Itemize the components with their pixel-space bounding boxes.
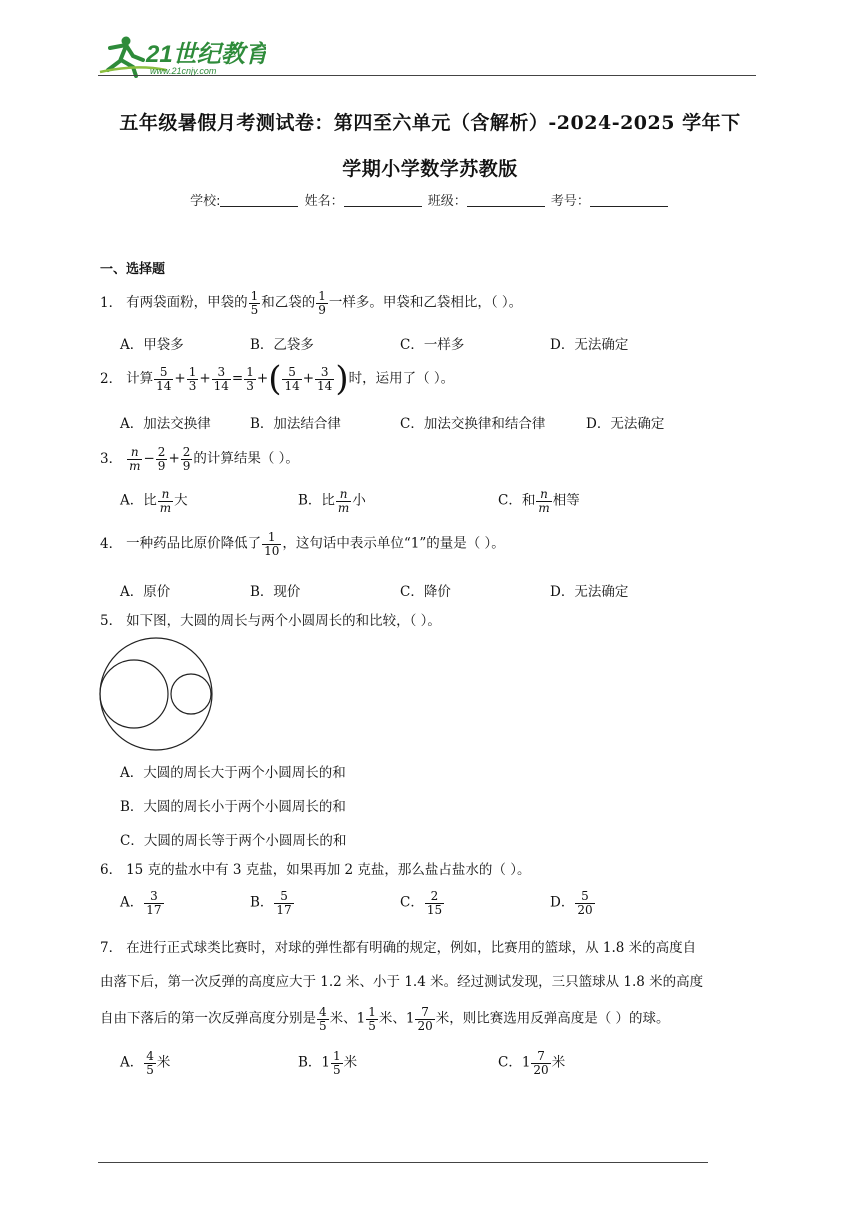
page-title-line1: 五年级暑假月考测试卷：第四至六单元（含解析）-2024-2025 学年下 (119, 112, 741, 134)
number-blank[interactable] (590, 195, 668, 207)
question-number: 3． (100, 450, 123, 467)
q1-option-a[interactable]: A．甲袋多 (120, 337, 184, 353)
fraction: $\frac{2}{15}$ (426, 889, 443, 917)
number-label: 考号： (550, 194, 590, 209)
question-6 (100, 862, 530, 878)
question-text: 在进行正式球类比赛时，对球的弹性都有明确的规定，例如，比赛用的篮球，从 1.8 米的高度自 (126, 940, 697, 956)
q5-option-a[interactable]: A．大圆的周长大于两个小圆周长的和 (120, 765, 346, 781)
fraction: $\frac{2}{9}$ (157, 445, 166, 473)
question-2: 2． 计算 $\frac{5}{14}$ + $\frac{1}{3}$ + $\frac{3}{14}$ = $\frac{1}{3}$ +( $\frac{5}{14}$ + $\frac{3}{14}$ )时，运用了（ ）。 (100, 359, 455, 399)
small-circle-right (171, 674, 211, 714)
question-text: 自由下落后的第一次反弹高度分别是 (100, 1010, 316, 1027)
question-number: 5． (100, 613, 123, 629)
q1-option-c[interactable]: C．一样多 (400, 337, 465, 353)
q6-option-d[interactable]: D． $\frac{5}{20}$ (550, 889, 593, 917)
q6-option-c[interactable]: C． $\frac{2}{15}$ (400, 889, 443, 917)
question-text: 有两袋面粉，甲袋的 (126, 294, 248, 311)
question-7-line3: 自由下落后的第一次反弹高度分别是 $\frac{4}{5}$ 米、1 $\frac{1}{5}$ 米、1 $\frac{7}{20}$ 米，则比赛选用反弹高度是（ ）的球。 (100, 1005, 670, 1033)
fraction: $\frac{7}{20}$ (533, 1049, 549, 1077)
logo-text: 21世纪教育 (146, 41, 266, 68)
q2-option-d[interactable]: D．无法确定 (586, 416, 665, 432)
header-divider (98, 75, 756, 76)
q7-option-b[interactable]: B．1 $\frac{1}{5}$ 米 (298, 1049, 358, 1077)
q4-option-d[interactable]: D．无法确定 (550, 584, 629, 600)
q2-option-c[interactable]: C．加法交换律和结合律 (400, 416, 546, 432)
q7-option-c[interactable]: C．1 $\frac{7}{20}$ 米 (498, 1049, 566, 1077)
question-number: 2． (100, 370, 123, 387)
fraction: $\frac{4}{5}$ (146, 1049, 154, 1077)
small-circle-left (100, 660, 168, 728)
question-4 (100, 531, 505, 557)
section-title: 一、选择题 (100, 262, 166, 277)
question-text: ，这句话中表示单位“1”的量是（ ）。 (282, 535, 505, 552)
q4-option-b[interactable]: B．现价 (250, 584, 301, 600)
question-number: 7． (100, 940, 123, 956)
fraction: $\frac{3}{14}$ (317, 364, 333, 393)
school-label: 学校: (190, 194, 221, 209)
student-info-line (0, 190, 860, 209)
fraction: $\frac{4}{5}$ (319, 1005, 327, 1033)
fraction: $\frac{1}{5}$ (333, 1049, 341, 1077)
q4-option-a[interactable]: A．原价 (120, 584, 171, 600)
page-title-line2: 学期小学数学苏教版 (342, 158, 518, 180)
right-paren: ) (335, 359, 349, 399)
site-logo (96, 34, 266, 78)
fraction: $\frac{1}{3}$ (188, 364, 197, 393)
class-label: 班级： (427, 194, 467, 209)
question-text: 一种药品比原价降低了 (126, 535, 262, 552)
question-number: 4． (100, 535, 123, 552)
class-blank[interactable] (467, 195, 545, 207)
fraction: $\frac{1}{3}$ (246, 364, 254, 393)
fraction: $\frac{2}{9}$ (182, 445, 191, 473)
q5-option-c[interactable]: C．大圆的周长等于两个小圆周长的和 (120, 833, 347, 849)
q3-option-a[interactable]: A．比 $\frac{n}{m}$ 大 (120, 487, 188, 515)
fraction: $\frac{n}{m}$ (337, 487, 350, 515)
logo-url: www.21cnjy.com (150, 66, 217, 76)
fraction: $\frac{n}{m}$ (538, 487, 550, 515)
left-paren: ( (268, 359, 282, 399)
question-text: 一样多。甲袋和乙袋相比，（ ）。 (328, 294, 523, 311)
fraction: $\frac{5}{14}$ (156, 364, 172, 393)
question-7-line2: 由落下后，第一次反弹的高度应大于 1.2 米、小于 1.4 米。经过测试发现，三只篮球从 1.8 米的高度 (100, 974, 704, 990)
question-1 (100, 290, 522, 316)
question-text: 如下图，大圆的周长与两个小圆周长的和比较，（ ）。 (126, 613, 441, 629)
q3-option-b[interactable]: B．比 $\frac{n}{m}$ 小 (298, 487, 366, 515)
school-blank[interactable] (220, 195, 298, 207)
q6-option-a[interactable]: A． $\frac{3}{17}$ (120, 889, 162, 917)
question-text: 的计算结果（ ）。 (193, 450, 299, 467)
question-text: 计算 (126, 370, 154, 387)
fraction: $\frac{3}{14}$ (213, 364, 229, 393)
q3-option-c[interactable]: C．和 $\frac{n}{m}$ 相等 (498, 487, 580, 515)
q2-option-b[interactable]: B．加法结合律 (250, 416, 341, 432)
fraction: $\frac{5}{20}$ (577, 889, 593, 917)
q1-option-b[interactable]: B．乙袋多 (250, 337, 314, 353)
fraction: $\frac{1}{10}$ (264, 530, 280, 558)
fraction: $\frac{n}{m}$ (129, 445, 141, 473)
question-number: 1． (100, 294, 123, 311)
name-label: 姓名： (304, 194, 344, 209)
q1-option-d[interactable]: D．无法确定 (550, 337, 629, 353)
name-blank[interactable] (344, 195, 422, 207)
fraction: $\frac{5}{14}$ (284, 364, 300, 393)
q4-option-c[interactable]: C．降价 (400, 584, 451, 600)
question-7-line1 (100, 940, 696, 956)
fraction: $\frac{1}{9}$ (318, 289, 326, 317)
question-text: 15 克的盐水中有 3 克盐，如果再加 2 克盐，那么盐占盐水的（ ）。 (126, 862, 531, 878)
footer-divider (98, 1162, 708, 1163)
circles-figure (98, 636, 214, 752)
question-text: 和乙袋的 (261, 294, 316, 311)
fraction: $\frac{n}{m}$ (159, 487, 172, 515)
q6-option-b[interactable]: B． $\frac{5}{17}$ (250, 889, 292, 917)
fraction: $\frac{1}{5}$ (250, 289, 259, 317)
q7-option-a[interactable]: A． $\frac{4}{5}$ 米 (120, 1049, 171, 1077)
question-3: 3． $\frac{n}{m}$ − $\frac{2}{9}$ + $\frac{2}{9}$ 的计算结果（ ）。 (100, 445, 299, 473)
logo-graphic (96, 34, 266, 78)
fraction: $\frac{3}{17}$ (146, 889, 162, 917)
question-text: 时，运用了（ ）。 (348, 370, 455, 387)
q2-option-a[interactable]: A．加法交换律 (120, 416, 211, 432)
question-5 (100, 613, 441, 629)
fraction: $\frac{7}{20}$ (417, 1005, 433, 1033)
fraction: $\frac{5}{17}$ (276, 889, 292, 917)
question-text: 米，则比赛选用反弹高度是（ ）的球。 (435, 1010, 670, 1027)
large-circle (100, 638, 212, 750)
fraction: $\frac{1}{5}$ (368, 1005, 376, 1033)
question-number: 6． (100, 862, 123, 878)
q5-option-b[interactable]: B．大圆的周长小于两个小圆周长的和 (120, 799, 346, 815)
